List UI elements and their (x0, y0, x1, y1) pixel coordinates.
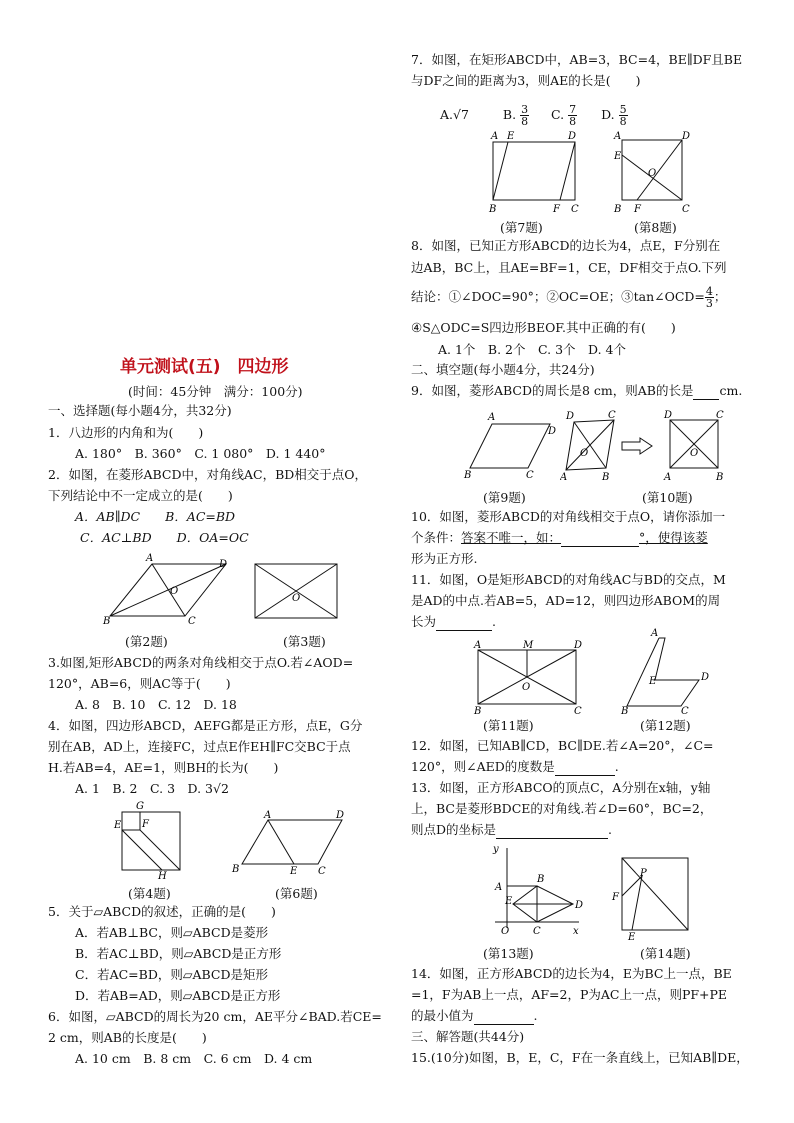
label-d: D (568, 131, 577, 142)
q8-line3 (411, 286, 726, 309)
q3-options: A. 8 B. 10 C. 12 D. 18 (75, 697, 237, 712)
q12-line2-text: 120°，则∠AED的度数是 (411, 759, 555, 774)
label-c: C (682, 204, 690, 215)
q14-line2: =1，F为AB上一点，AF=2，P为AC上一点，则PF+PE (411, 987, 728, 1002)
label-a: A (488, 412, 496, 423)
label-a: A (146, 553, 154, 564)
label-c: C (571, 204, 579, 215)
label-d: D (701, 672, 710, 683)
label-d: D (682, 131, 691, 142)
figure-q12-parallel-lines (615, 628, 715, 718)
label-f: F (142, 819, 149, 830)
label-a: A (495, 882, 503, 893)
label-h: H (158, 871, 167, 880)
caption-q12: (第12题) (640, 718, 691, 733)
q7-line2: 与DF之间的距离为3，则AE的长是( ) (411, 73, 641, 88)
q11-line2: 是AD的中点.若AB=5，AD=12，则四边形ABOM的周 (411, 593, 721, 608)
q7-option-c-letter: C. (551, 107, 565, 122)
label-e: E (505, 896, 513, 907)
label-d: D (566, 411, 575, 422)
label-c2: C (716, 410, 724, 421)
q3-line1: 3.如图,矩形ABCD的两条对角线相交于点O.若∠AOD= (48, 655, 354, 670)
label-c: C (681, 706, 689, 717)
section-choice-heading: 一、选择题(每小题4分，共32分) (48, 403, 232, 418)
q4-line1: 4．如图，四边形ABCD，AEFG都是正方形，点E，G分 (48, 718, 363, 733)
label-c: C (574, 706, 582, 715)
figure-q4-squares (112, 800, 187, 880)
figure-q2-rhombus (100, 552, 235, 627)
label-b2: B (716, 472, 724, 482)
q14-line3-text: 的最小值为 (411, 1008, 474, 1023)
figure-q9-rhombus (462, 410, 557, 480)
q7-option-a-letter: A. (440, 107, 454, 122)
label-b: B (489, 204, 497, 215)
q13-line3: 则点D的坐标是 . (411, 822, 613, 837)
q5-option-d: D．若AB=AD，则▱ABCD是正方形 (75, 988, 281, 1003)
caption-q2: (第2题) (125, 634, 168, 649)
section-fill-heading: 二、填空题(每小题4分，共24分) (411, 362, 595, 377)
label-c: C (526, 470, 534, 480)
caption-q6: (第6题) (275, 886, 318, 901)
label-e: E (507, 131, 515, 142)
figure-q14-square (610, 850, 700, 940)
q15-line1: 15.(10分)如图，B，E，C，F在一条直线上，已知AB∥DE， (411, 1050, 749, 1065)
caption-q11: (第11题) (483, 718, 534, 733)
q10-line2 (411, 530, 708, 547)
q7-option-b-fraction: $\frac{3}{8}$ (521, 103, 529, 128)
label-f: F (634, 204, 641, 215)
label-g: G (136, 801, 144, 812)
q13-line2: 上，BC是菱形BDCE的对角线.若∠D=60°，BC=2， (411, 801, 713, 816)
label-d: D (574, 640, 583, 651)
q4-line2: 别在AB，AD上，连接FC，过点E作EH∥FC交BC于点 (48, 739, 351, 754)
label-d: D (575, 900, 584, 911)
section-answer-heading: 三、解答题(共44分) (411, 1029, 525, 1044)
label-o2: O (690, 448, 699, 459)
label-d: D (219, 559, 228, 570)
q9-text: 9．如图，菱形ABCD的周长是8 cm，则AB的长是 (411, 383, 694, 398)
q11-line3-text: 长为 (411, 614, 437, 629)
caption-q10: (第10题) (642, 490, 693, 505)
q1-options: A. 180° B. 360° C. 1 080° D. 1 440° (75, 446, 326, 461)
q2-line2: 下列结论中不一定成立的是( ) (48, 488, 233, 503)
label-a: A (264, 810, 272, 821)
q12-answer-blank (555, 759, 615, 776)
figure-q10-rhombus-to-square (560, 410, 730, 482)
label-m: M (523, 640, 534, 651)
figure-q11-rectangle (470, 640, 585, 715)
label-o: O (292, 593, 301, 604)
label-c: C (533, 926, 541, 937)
label-a: A (651, 628, 659, 639)
label-o: O (648, 168, 657, 179)
label-e: E (290, 866, 298, 875)
label-o: O (580, 448, 589, 459)
q8-line2: 边AB，BC上，且AE=BF=1，CE，DF相交于点O.下列 (411, 260, 727, 275)
caption-q4: (第4题) (128, 886, 171, 901)
q13-line1: 13．如图，正方形ABCO的顶点C，A分别在x轴，y轴 (411, 780, 711, 795)
caption-q14: (第14题) (640, 946, 691, 961)
q7-option-c-fraction: $\frac{7}{8}$ (569, 103, 577, 128)
q7-option-a-value: √7 (453, 107, 469, 122)
label-b: B (474, 706, 482, 715)
q4-options: A. 1 B. 2 C. 3 D. 3√2 (75, 781, 229, 796)
label-b: B (537, 874, 545, 885)
label-p: P (640, 868, 647, 879)
caption-q13: (第13题) (483, 946, 534, 961)
q8-options: A. 1个 B. 2个 C. 3个 D. 4个 (438, 342, 627, 357)
figure-q3-rectangle (245, 556, 345, 628)
label-c: C (318, 866, 326, 875)
q13-line3-text: 则点D的坐标是 (411, 822, 497, 837)
arrow-icon (622, 438, 652, 454)
q7-option-b-letter: B. (502, 107, 517, 122)
label-a: A (560, 472, 568, 482)
label-o: O (501, 926, 510, 937)
figure-q13-coordinate (487, 840, 587, 940)
q13-answer-blank (496, 822, 608, 839)
label-e: E (114, 820, 122, 831)
label-e: E (628, 932, 636, 940)
label-e: E (614, 151, 622, 162)
q12-line2: 120°，则∠AED的度数是 . (411, 759, 619, 774)
caption-q8: (第8题) (634, 220, 677, 235)
q4-line3: H.若AB=4，AE=1，则BH的长为( ) (48, 760, 279, 775)
q8-line3-end: ； (713, 289, 727, 304)
q14-answer-blank (474, 1008, 534, 1025)
q10-line1: 10．如图，菱形ABCD的对角线相交于点O，请你添加一 (411, 509, 726, 524)
q10-line2-prefix: 个条件： (411, 530, 462, 545)
figure-q8-square (610, 130, 695, 215)
q8-line4: ④S△ODC=S四边形BEOF.其中正确的有( ) (411, 320, 676, 335)
label-f: F (612, 892, 619, 903)
q5-option-b: B．若AC⊥BD，则▱ABCD是正方形 (75, 946, 282, 961)
label-b: B (103, 616, 111, 627)
label-d: D (336, 810, 345, 821)
label-a: A (474, 640, 482, 651)
q7-option-d-fraction: $\frac{5}{8}$ (619, 103, 627, 128)
label-o: O (170, 586, 179, 597)
q10-line3: 形为正方形. (411, 551, 478, 566)
q5-stem: 5．关于▱ABCD的叙述，正确的是( ) (48, 904, 276, 919)
figure-q7-rectangle (485, 130, 585, 215)
q14-line1: 14．如图，正方形ABCD的边长为4，E为BC上一点，BE (411, 966, 732, 981)
q9-line (411, 383, 742, 400)
q7-options (440, 104, 628, 127)
q7-option-d-letter: D. (601, 107, 615, 122)
q11-line3: 长为 . (411, 614, 496, 629)
q9-answer-blank (693, 383, 719, 400)
q8-line1: 8．如图，已知正方形ABCD的边长为4，点E，F分别在 (411, 238, 721, 253)
label-a: A (614, 131, 622, 142)
q6-line1: 6．如图，▱ABCD的周长为20 cm，AE平分∠BAD.若CE= (48, 1009, 382, 1024)
q12-line1: 12．如图，已知AB∥CD，BC∥DE.若∠A=20°，∠C= (411, 738, 714, 753)
q6-options: A. 10 cm B. 8 cm C. 6 cm D. 4 cm (75, 1051, 313, 1066)
q1-stem: 1．八边形的内角和为( ) (48, 425, 204, 440)
caption-q3: (第3题) (283, 634, 326, 649)
label-b: B (614, 204, 622, 215)
label-d2: D (664, 410, 673, 421)
axis-label-x: x (573, 926, 579, 937)
q7-line1: 7．如图，在矩形ABCD中，AB=3，BC=4，BE∥DF且BE (411, 52, 743, 67)
label-o: O (522, 682, 531, 693)
q11-answer-blank (436, 614, 492, 631)
label-a: A (491, 131, 499, 142)
q2-options-cd: C．AC⊥BD D．OA=OC (80, 530, 249, 545)
q5-option-c: C．若AC=BD，则▱ABCD是矩形 (75, 967, 268, 982)
exam-meta: (时间：45分钟 满分：100分) (128, 384, 303, 399)
q5-option-a: A．若AB⊥BC，则▱ABCD是菱形 (75, 925, 269, 940)
label-f: F (553, 204, 560, 215)
label-b: B (232, 864, 240, 875)
q8-tan-fraction: $\frac{4}{3}$ (705, 285, 713, 310)
page-title: 单元测试(五) 四边形 (120, 357, 289, 377)
label-d: D (548, 426, 557, 437)
label-c: C (608, 410, 616, 421)
axis-label-y: y (493, 844, 499, 855)
caption-q9: (第9题) (483, 490, 526, 505)
q6-line2: 2 cm，则AB的长度是( ) (48, 1030, 207, 1045)
q8-line3-text: 结论：①∠DOC=90°；②OC=OE；③tan∠OCD= (411, 289, 705, 304)
q14-line3: 的最小值为 . (411, 1008, 538, 1023)
label-b: B (621, 706, 629, 717)
q9-unit: cm. (719, 383, 743, 398)
q10-answer-blank (561, 530, 639, 547)
label-e: E (649, 676, 657, 687)
diagonal-bd (110, 564, 226, 616)
figure-q6-parallelogram (230, 810, 350, 875)
q3-line2: 120°，AB=6，则AC等于( ) (48, 676, 231, 691)
q10-answer-hint: 答案不唯一，如： (461, 530, 562, 545)
label-a2: A (664, 472, 672, 482)
q2-options-ab: A．AB∥DC B．AC=BD (75, 509, 236, 524)
q11-line1: 11．如图，O是矩形ABCD的对角线AC与BD的交点，M (411, 572, 726, 587)
label-b: B (602, 472, 610, 482)
label-b: B (464, 470, 472, 480)
caption-q7: (第7题) (500, 220, 543, 235)
q2-line1: 2．如图，在菱形ABCD中，对角线AC，BD相交于点O， (48, 467, 368, 482)
label-c: C (188, 616, 196, 627)
square-aefg (122, 812, 140, 830)
q10-line2-suffix: °，使得该菱 (639, 530, 708, 545)
